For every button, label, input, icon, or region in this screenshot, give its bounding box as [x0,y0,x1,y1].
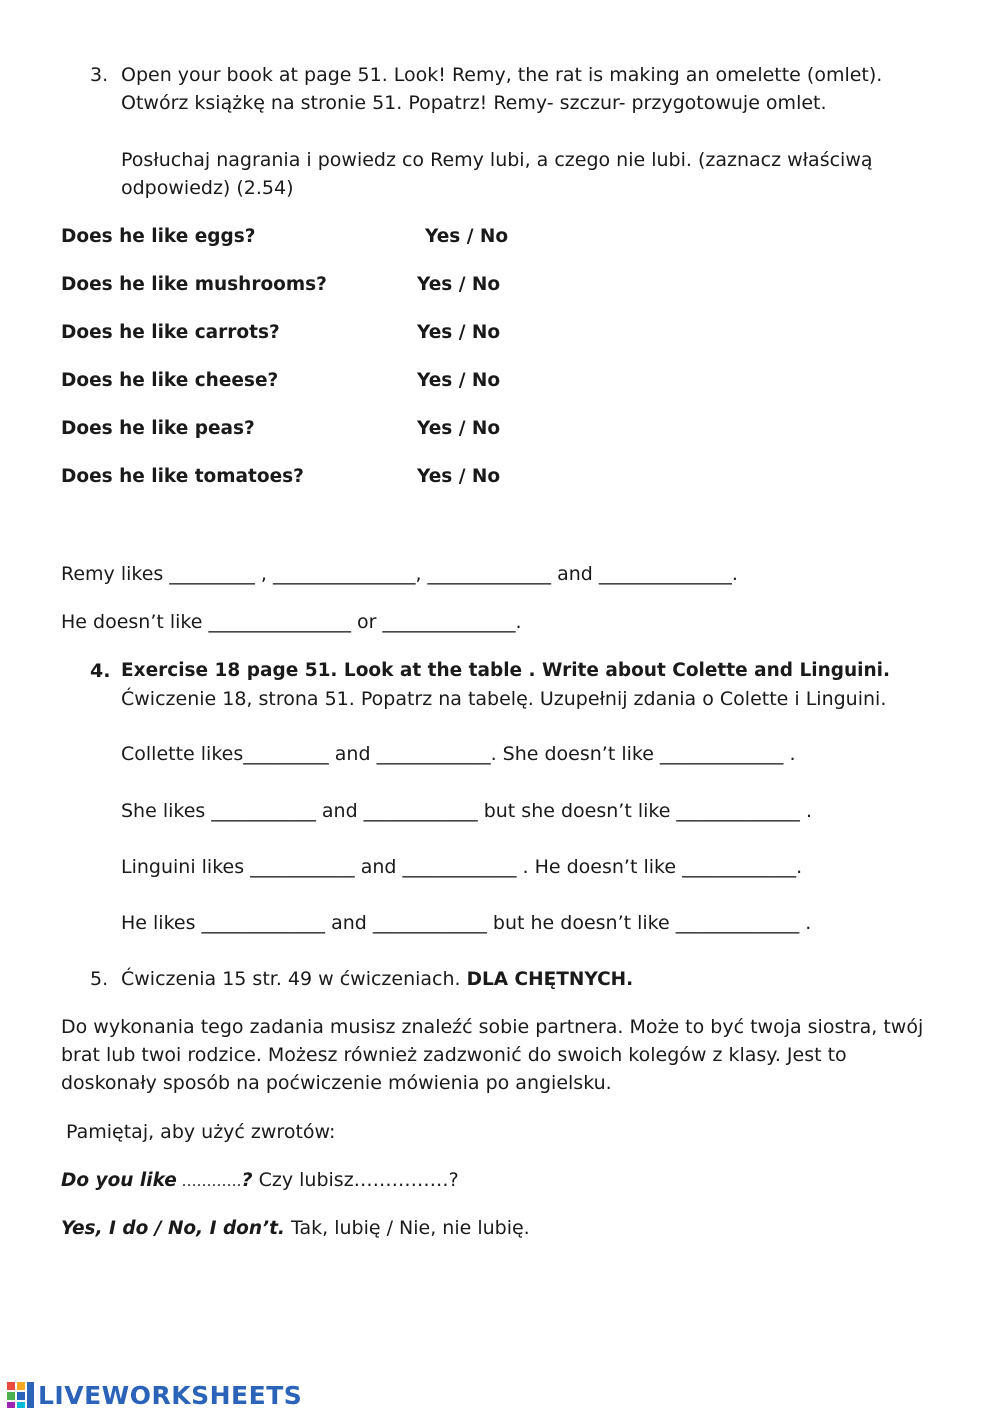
section-4-number: 4. [90,660,111,682]
yes-no-choice-cheese[interactable]: Yes / No [417,370,501,391]
section-5-number: 5. [90,968,109,990]
section-5-title [121,968,633,990]
section-5-title-optional: DLA CHĘTNYCH. [466,969,634,990]
section-4-title: Exercise 18 page 51. Look at the table . Write about Colette and Linguini. [121,660,891,681]
section-3-number: 3. [90,64,109,86]
phrase-do-you-like-question-mark: ? [241,1169,253,1191]
question-tomatoes: Does he like tomatoes? [61,466,304,487]
section-3-listen-instruction-cont: odpowiedz) (2.54) [121,177,294,199]
question-peas: Does he like peas? [61,418,255,439]
section-3-instruction-pl: Otwórz książkę na stronie 51. Popatrz! Remy- szczur- przygotowuje omlet. [121,92,827,114]
phrase-yes-no-pl: Tak, lubię / Nie, nie lubię. [284,1217,530,1239]
yes-no-choice-eggs[interactable]: Yes / No [425,226,509,247]
yes-no-choice-carrots[interactable]: Yes / No [417,322,501,343]
phrase-do-you-like [61,1169,459,1191]
section-5-paragraph-line-1: Do wykonania tego zadania musisz znaleźć sobie partnera. Może to być twoja siostra, twój [61,1016,924,1038]
remember-phrases-label: Pamiętaj, aby użyć zwrotów: [66,1121,336,1143]
yes-no-choice-peas[interactable]: Yes / No [417,418,501,439]
linguini-sentence-1[interactable]: Linguini likes ___________ and ____________ . He doesn’t like ____________. [121,856,803,878]
section-5-paragraph-line-3: doskonały sposób na poćwiczenie mówienia po angielsku. [61,1072,612,1094]
collette-sentence-2[interactable]: She likes ___________ and ____________ but she doesn’t like _____________ . [121,800,813,822]
section-5-title-plain: Ćwiczenia 15 str. 49 w ćwiczeniach. [121,968,461,990]
remy-likes-fill-in[interactable]: Remy likes _________ , _______________, _____________ and ______________. [61,563,738,585]
liveworksheets-logo[interactable] [6,1379,302,1411]
section-4-subtitle: Ćwiczenie 18, strona 51. Popatrz na tabelę. Uzupełnij zdania o Colette i Linguini. [121,688,887,710]
question-mushrooms: Does he like mushrooms? [61,274,327,295]
phrase-do-you-like-dots: ………… [176,1172,242,1190]
question-eggs: Does he like eggs? [61,226,256,247]
liveworksheets-logo-text: LIVEWORKSHEETS [38,1380,303,1410]
phrase-yes-no [61,1217,530,1239]
phrase-do-you-like-pl: Czy lubisz……………? [252,1169,459,1191]
liveworksheets-logo-icon [6,1380,36,1410]
section-3-instruction-en: Open your book at page 51. Look! Remy, the rat is making an omelette (omlet). [121,64,883,86]
section-3-listen-instruction: Posłuchaj nagrania i powiedz co Remy lubi, a czego nie lubi. (zaznacz właściwą [121,149,873,171]
remy-doesnt-like-fill-in[interactable]: He doesn’t like _______________ or ______________. [61,611,522,633]
yes-no-choice-mushrooms[interactable]: Yes / No [417,274,501,295]
phrase-yes-no-en: Yes, I do / No, I don’t. [61,1218,285,1239]
collette-sentence-1[interactable]: Collette likes_________ and ____________. She doesn’t like _____________ . [121,743,796,765]
phrase-do-you-like-en: Do you like [61,1170,177,1191]
question-cheese: Does he like cheese? [61,370,279,391]
section-5-paragraph-line-2: brat lub twoi rodzice. Możesz również zadzwonić do swoich kolegów z klasy. Jest to [61,1044,847,1066]
linguini-sentence-2[interactable]: He likes _____________ and ____________ but he doesn’t like _____________ . [121,912,812,934]
question-carrots: Does he like carrots? [61,322,280,343]
yes-no-choice-tomatoes[interactable]: Yes / No [417,466,501,487]
